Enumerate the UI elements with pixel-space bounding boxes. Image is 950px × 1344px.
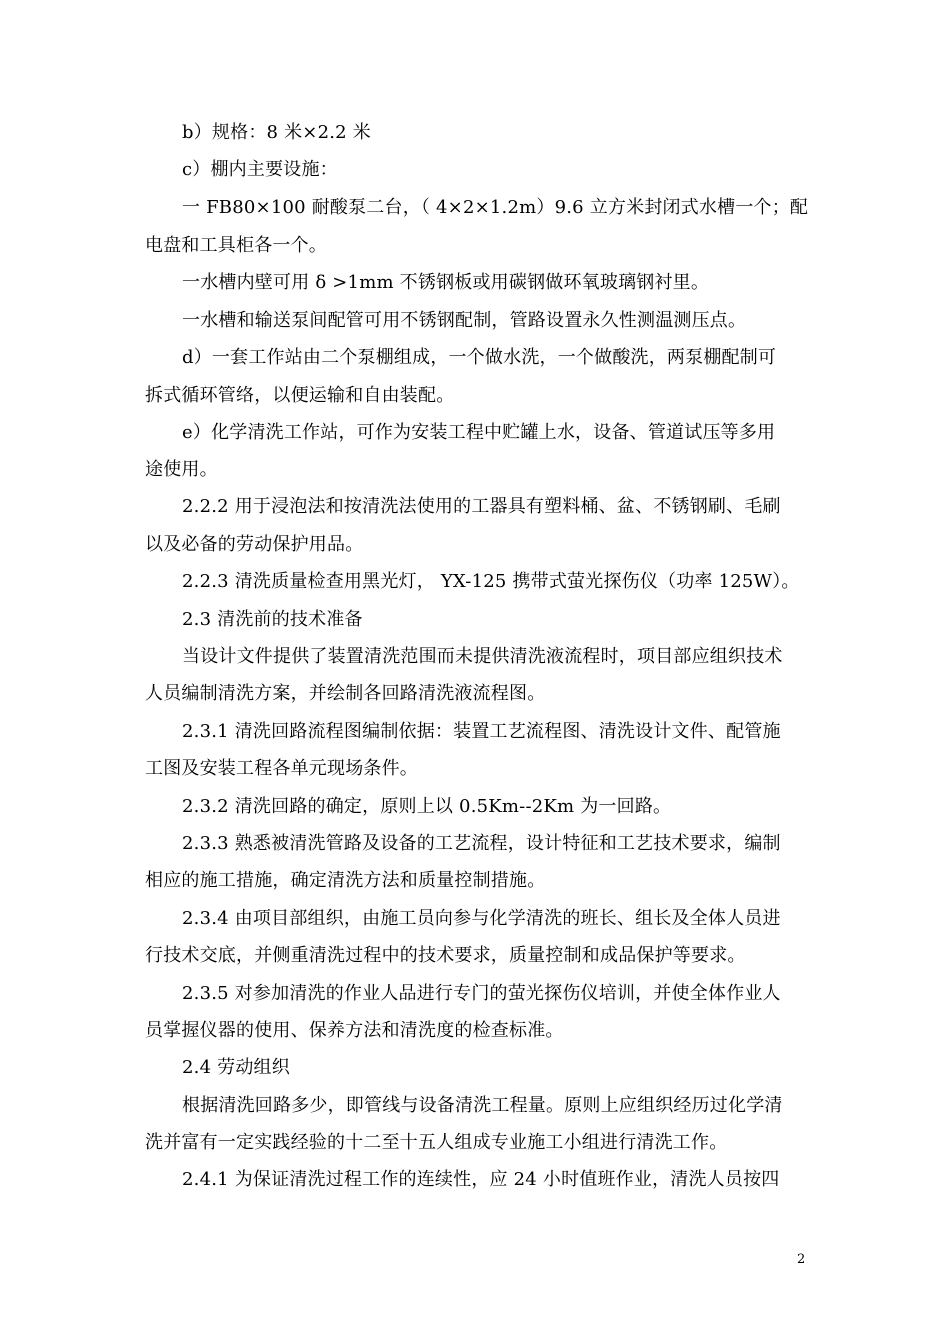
text-line: c）棚内主要设施： bbox=[182, 159, 338, 180]
text-line: 人员编制清洗方案，并绘制各回路清洗液流程图。 bbox=[145, 683, 546, 704]
text-line: 途使用。 bbox=[145, 459, 218, 480]
text-line: 2.3.3 熟悉被清洗管路及设备的工艺流程，设计特征和工艺技术要求，编制 bbox=[182, 833, 781, 854]
text-line: 电盘和工具柜各一个。 bbox=[145, 235, 327, 256]
text-line: 2.3.4 由项目部组织，由施工员向参与化学清洗的班长、组长及全体人员进 bbox=[182, 908, 781, 929]
text-line: 以及必备的劳动保护用品。 bbox=[145, 534, 364, 555]
text-line: e）化学清洗工作站，可作为安装工程中贮罐上水，设备、管道试压等多用 bbox=[182, 422, 776, 443]
text-line: 一水槽和输送泵间配管可用不锈钢配制，管路设置永久性测温测压点。 bbox=[182, 310, 747, 331]
text-line: 根据清洗回路多少，即管线与设备清洗工程量。原则上应组织经历过化学清 bbox=[182, 1095, 783, 1116]
text-line: 工图及安装工程各单元现场条件。 bbox=[145, 758, 418, 779]
text-line: 2.4.1 为保证清洗过程工作的连续性，应 24 小时值班作业，清洗人员按四 bbox=[182, 1169, 780, 1190]
text-line: 一 FB80×100 耐酸泵二台，（ 4×2×1.2m）9.6 立方米封闭式水槽一个；配 bbox=[182, 197, 809, 218]
section-heading: 2.4 劳动组织 bbox=[182, 1057, 290, 1078]
text-line: 2.3.5 对参加清洗的作业人品进行专门的萤光探伤仪培训，并使全体作业人 bbox=[182, 983, 781, 1004]
text-line: 洗并富有一定实践经验的十二至十五人组成专业施工小组进行清洗工作。 bbox=[145, 1132, 728, 1153]
text-line: 行技术交底，并侧重清洗过程中的技术要求，质量控制和成品保护等要求。 bbox=[145, 945, 746, 966]
text-line: 2.2.3 清洗质量检查用黑光灯， YX-125 携带式萤光探伤仪（功率 125W）。 bbox=[182, 571, 800, 592]
text-line: 当设计文件提供了装置清洗范围而未提供清洗液流程时，项目部应组织技术 bbox=[182, 646, 783, 667]
text-line: 2.2.2 用于浸泡法和按清洗法使用的工器具有塑料桶、盆、不锈钢刷、毛刷 bbox=[182, 496, 781, 517]
text-line: b）规格：8 米×2.2 米 bbox=[182, 122, 371, 143]
text-line: 相应的施工措施，确定清洗方法和质量控制措施。 bbox=[145, 870, 546, 891]
text-line: 一水槽内壁可用 δ >1mm 不锈钢板或用碳钢做环氧玻璃钢衬里。 bbox=[182, 272, 710, 293]
section-heading: 2.3 清洗前的技术准备 bbox=[182, 609, 363, 630]
text-line: 2.3.2 清洗回路的确定，原则上以 0.5Km--2Km 为一回路。 bbox=[182, 796, 672, 817]
text-line: 2.3.1 清洗回路流程图编制依据：装置工艺流程图、清洗设计文件、配管施 bbox=[182, 721, 781, 742]
text-line: 拆式循环管络，以便运输和自由装配。 bbox=[145, 385, 455, 406]
page-number: 2 bbox=[797, 1252, 806, 1267]
text-line: d）一套工作站由二个泵棚组成，一个做水洗，一个做酸洗，两泵棚配制可 bbox=[182, 347, 777, 368]
text-line: 员掌握仪器的使用、保养方法和清洗度的检查标准。 bbox=[145, 1020, 564, 1041]
